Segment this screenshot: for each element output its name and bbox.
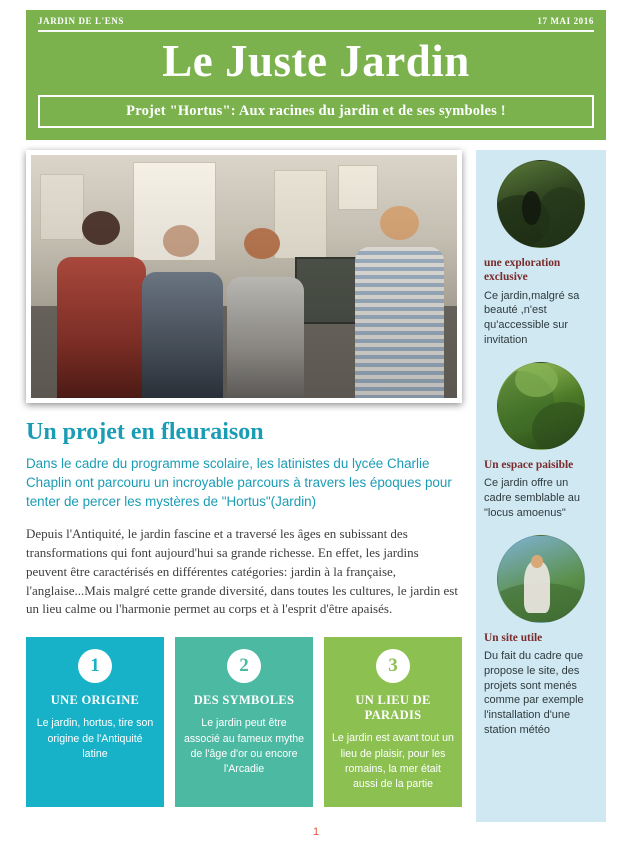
photo-site-utile	[497, 535, 585, 623]
masthead	[26, 10, 606, 140]
photo-exploration	[497, 160, 585, 248]
masthead-meta	[38, 16, 594, 30]
photo-overlay	[31, 155, 457, 398]
main-column	[26, 150, 462, 807]
sidebar-block	[484, 160, 598, 348]
masthead-date: 17 MAI 2016	[537, 16, 594, 26]
hero-photo	[26, 150, 462, 403]
card-number: 3	[376, 649, 410, 683]
article-title: Un projet en fleuraison	[26, 419, 264, 445]
highlight-card	[175, 637, 313, 806]
card-title: UNE ORIGINE	[50, 693, 140, 708]
card-text: Le jardin est avant tout un lieu de plaisir, pour les romains, la mer était aussi de la partie	[332, 732, 454, 791]
page-title: Le Juste Jardin	[162, 36, 470, 86]
sidebar-block	[484, 535, 598, 738]
sidebar-block	[484, 362, 598, 521]
masthead-subtitle: Projet "Hortus": Aux racines du jardin et de ses symboles !	[38, 95, 594, 128]
card-title: UN LIEU DE PARADIS	[355, 693, 431, 723]
highlight-cards	[26, 637, 462, 806]
sidebar-title: une exploration exclusive	[484, 257, 561, 284]
masthead-kicker: JARDIN DE L'ENS	[38, 16, 125, 26]
sidebar-text: Ce jardin offre un cadre semblable au "locus amoenus"	[484, 477, 581, 519]
highlight-card	[26, 637, 164, 806]
sidebar-text: Ce jardin,malgré sa beauté ,n'est qu'accessible sur invitation	[484, 289, 580, 347]
hero-photo-image	[31, 155, 457, 398]
card-text: Le jardin, hortus, tire son origine de l'Antiquité latine	[36, 717, 154, 761]
card-number: 1	[78, 649, 112, 683]
photo-espace-paisible	[497, 362, 585, 450]
page-number: 1	[312, 826, 320, 838]
highlight-card	[324, 637, 462, 806]
sidebar-text: Du fait du cadre que propose le site, des projets sont menés comme par exemple l'installation d'une station météo	[484, 649, 584, 737]
masthead-divider	[38, 30, 594, 32]
article-lead: Dans le cadre du programme scolaire, les latinistes du lycée Charlie Chaplin ont parcouru un incroyable parcours à travers les époques pour tenter de percer les mystères de "Hortus"(Jardin)	[26, 456, 452, 510]
card-text: Le jardin peut être associé au fameux mythe de l'âge d'or ou encore l'Arcadie	[183, 717, 305, 776]
article-body: Depuis l'Antiquité, le jardin fascine et a traversé les âges en subissant des transformations qui font aujourd'hui sa grande richesse. En effet, les jardins peuvent être caractérisés en différentes catégories: jardin à la française, l'anglaise...Mais malgré cette grande diversité, dans toutes les cultures, le jardin est un lieu calme ou l'harmonie permet au corps et à l'esprit d'être apaisés.	[26, 526, 458, 617]
card-title: DES SYMBOLES	[193, 693, 295, 708]
card-number: 2	[227, 649, 261, 683]
sidebar-title: Un site utile	[484, 631, 543, 644]
sidebar-title: Un espace paisible	[484, 458, 574, 471]
sidebar	[476, 150, 606, 822]
